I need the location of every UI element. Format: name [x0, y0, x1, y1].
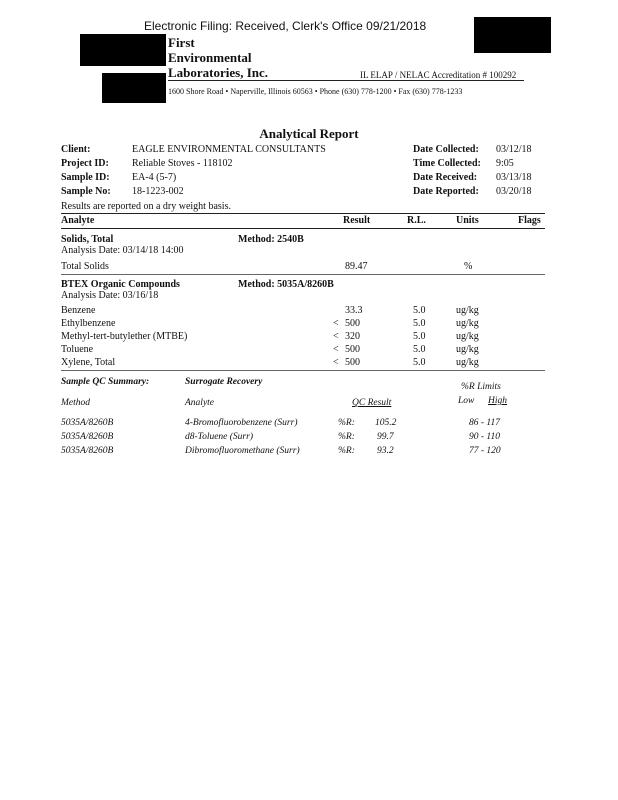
lab-name-line-1: First [168, 35, 195, 50]
solids-analyte: Total Solids [61, 261, 109, 272]
solids-units: % [464, 261, 473, 272]
qc-result: 99.7 [377, 432, 394, 442]
qc-method: 5035A/8260B [61, 432, 114, 442]
btex-rl: 5.0 [413, 331, 426, 342]
date-reported-value: 03/20/18 [496, 186, 532, 197]
time-collected-label: Time Collected: [413, 158, 481, 169]
col-result: Result [343, 215, 371, 226]
header-rule-top [61, 213, 545, 214]
btex-analyte: Ethylbenzene [61, 318, 116, 329]
qc-col-analyte: Analyte [185, 398, 215, 408]
btex-rl: 5.0 [413, 305, 426, 316]
date-received-label: Date Received: [413, 172, 478, 183]
col-flags: Flags [518, 215, 541, 226]
btex-qualifier: < [333, 344, 339, 355]
qc-limits: 77 - 120 [469, 446, 501, 456]
btex-method: Method: 5035A/8260B [238, 279, 334, 290]
btex-qualifier: < [333, 318, 339, 329]
qc-col-method: Method [61, 398, 91, 408]
btex-qualifier: < [333, 331, 339, 342]
btex-rl: 5.0 [413, 344, 426, 355]
qc-limits: 86 - 117 [469, 418, 500, 428]
btex-analyte: Toluene [61, 344, 94, 355]
qc-analyte: Dibromofluoromethane (Surr) [185, 446, 300, 456]
btex-analysis-date: Analysis Date: 03/16/18 [61, 290, 159, 301]
lab-address: 1600 Shore Road • Naperville, Illinois 60563 • Phone (630) 778-1200 • Fax (630) 778-1233 [168, 87, 463, 96]
surrogate-recovery-label: Surrogate Recovery [185, 377, 263, 387]
accreditation-text: IL ELAP / NELAC Accreditation # 100292 [360, 70, 517, 80]
qc-method: 5035A/8260B [61, 418, 114, 428]
btex-units: ug/kg [456, 318, 479, 329]
sample-no-label: Sample No: [61, 186, 111, 197]
qc-type: %R: [338, 418, 355, 428]
qc-method: 5035A/8260B [61, 446, 114, 456]
sample-no-value: 18-1223-002 [132, 186, 184, 197]
qc-analyte: d8-Toluene (Surr) [185, 432, 253, 442]
btex-result: 500 [345, 357, 360, 368]
solids-title: Solids, Total [61, 234, 114, 245]
date-collected-value: 03/12/18 [496, 144, 532, 155]
btex-qualifier: < [333, 357, 339, 368]
solids-row-rule [61, 274, 545, 275]
lab-name [168, 35, 268, 80]
btex-end-rule [61, 370, 545, 371]
btex-rl: 5.0 [413, 318, 426, 329]
qc-result: 105.2 [375, 418, 397, 428]
sample-id-value: EA-4 (5-7) [132, 172, 177, 183]
qc-result: 93.2 [377, 446, 394, 456]
qc-type: %R: [338, 432, 355, 442]
btex-rl: 5.0 [413, 357, 426, 368]
lab-name-line-2: Environmental [168, 50, 252, 65]
solids-analysis-date: Analysis Date: 03/14/18 14:00 [61, 245, 184, 256]
qc-limits: 90 - 110 [469, 432, 500, 442]
client-value: EAGLE ENVIRONMENTAL CONSULTANTS [132, 144, 326, 155]
col-rl: R.L. [407, 215, 426, 226]
solids-result: 89.47 [345, 261, 368, 272]
client-label: Client: [61, 144, 91, 155]
btex-analyte: Benzene [61, 305, 96, 316]
letterhead-rule [168, 80, 524, 81]
dry-weight-note: Results are reported on a dry weight basis. [61, 201, 231, 212]
redaction-block-top-right [474, 17, 551, 53]
btex-result: 500 [345, 344, 360, 355]
qc-col-low: Low [458, 396, 475, 406]
qc-col-high: High [488, 396, 507, 406]
percent-r-limits-label: %R Limits [461, 382, 501, 392]
qc-summary-label: Sample QC Summary: [61, 377, 150, 387]
date-reported-label: Date Reported: [413, 186, 479, 197]
btex-result: 500 [345, 318, 360, 329]
btex-analyte: Methyl-tert-butylether (MTBE) [61, 331, 188, 342]
qc-col-result: QC Result [352, 398, 392, 408]
date-received-value: 03/13/18 [496, 172, 532, 183]
redaction-block-logo-upper [80, 34, 166, 66]
btex-result: 33.3 [345, 305, 363, 316]
project-id-value: Reliable Stoves - 118102 [132, 158, 233, 169]
col-units: Units [456, 215, 479, 226]
redaction-block-logo-lower [102, 73, 166, 103]
lab-name-line-3: Laboratories, Inc. [168, 65, 269, 80]
btex-units: ug/kg [456, 331, 479, 342]
qc-analyte: 4-Bromofluorobenzene (Surr) [185, 418, 298, 428]
solids-method: Method: 2540B [238, 234, 304, 245]
btex-units: ug/kg [456, 357, 479, 368]
col-analyte: Analyte [61, 215, 95, 226]
project-id-label: Project ID: [61, 158, 109, 169]
date-collected-label: Date Collected: [413, 144, 479, 155]
sample-id-label: Sample ID: [61, 172, 110, 183]
btex-result: 320 [345, 331, 360, 342]
btex-units: ug/kg [456, 344, 479, 355]
report-title: Analytical Report [259, 126, 359, 141]
btex-title: BTEX Organic Compounds [61, 279, 180, 290]
btex-analyte: Xylene, Total [61, 357, 116, 368]
btex-units: ug/kg [456, 305, 479, 316]
filing-header: Electronic Filing: Received, Clerk's Office 09/21/2018 [144, 19, 427, 33]
time-collected-value: 9:05 [496, 158, 514, 169]
header-rule-bottom [61, 228, 545, 229]
qc-type: %R: [338, 446, 355, 456]
